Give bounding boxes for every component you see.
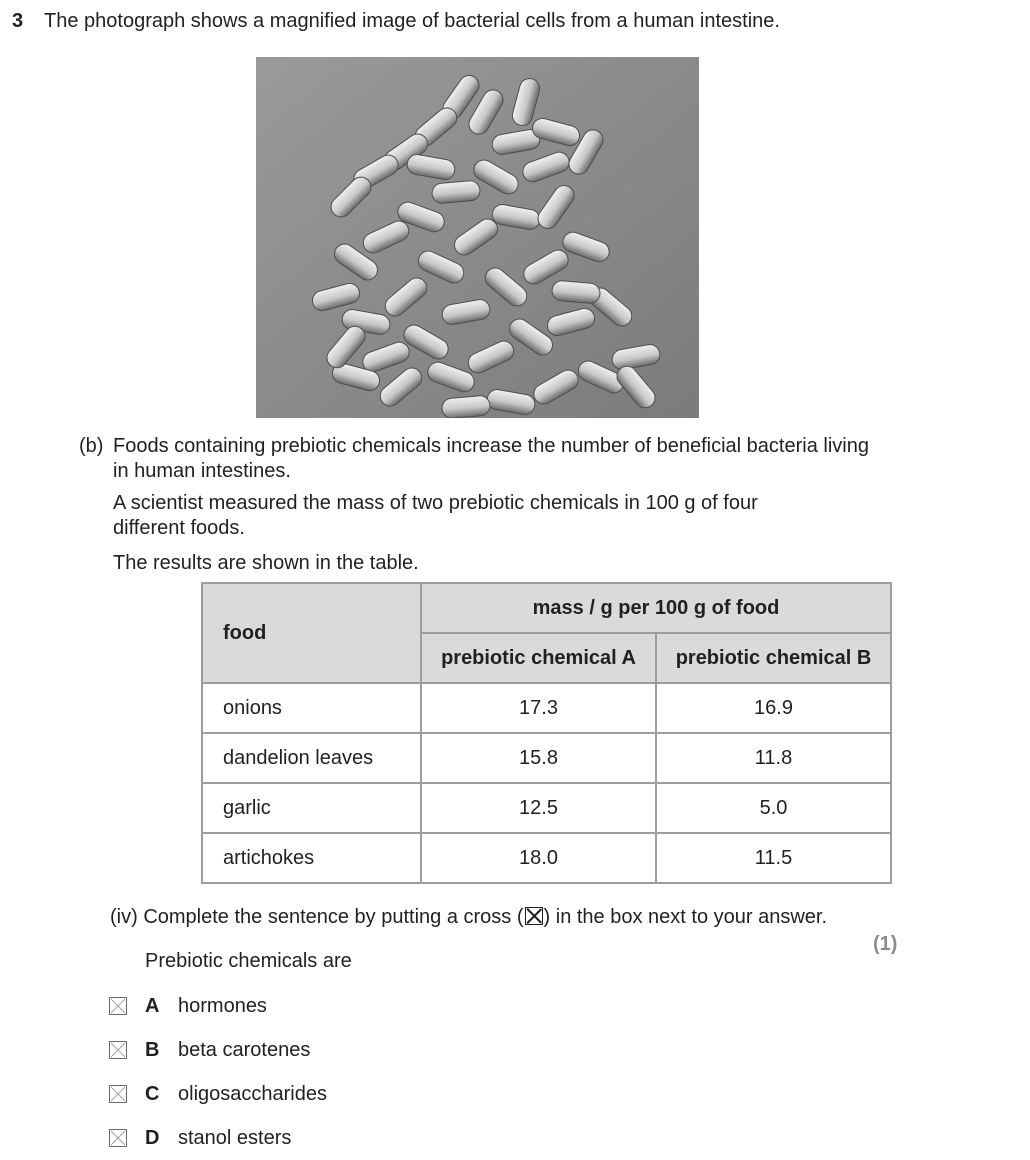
table-row (202, 683, 891, 733)
question-stem: Prebiotic chemicals are (145, 950, 352, 972)
chemical-b-cell: 11.5 (656, 833, 891, 883)
part-iv-instruction (110, 906, 827, 929)
part-b-method: A scientist measured the mass of two prebiotic chemicals in 100 g of four different foods. (113, 492, 758, 539)
chemical-a-cell: 17.3 (421, 683, 656, 733)
instruction-start: (iv) Complete the sentence by putting a cross ( (110, 906, 524, 928)
option-letter: A (145, 994, 160, 1017)
option-letter: B (145, 1038, 160, 1061)
chemical-b-cell: 5.0 (656, 783, 891, 833)
table-row (202, 733, 891, 783)
food-cell: garlic (202, 783, 421, 833)
option-a[interactable] (109, 994, 267, 1018)
table-row (202, 783, 891, 833)
answer-checkbox-b[interactable] (109, 1041, 127, 1059)
results-table (201, 582, 892, 884)
answer-checkbox-d[interactable] (109, 1129, 127, 1147)
cross-box-icon (525, 907, 543, 925)
option-text: beta carotenes (178, 1038, 311, 1061)
table-row (202, 833, 891, 883)
chemical-b-cell: 11.8 (656, 733, 891, 783)
option-letter: C (145, 1082, 160, 1105)
option-d[interactable] (109, 1126, 291, 1150)
part-b-results-intro: The results are shown in the table. (113, 552, 419, 574)
bacterium-cell (441, 395, 491, 418)
answer-checkbox-c[interactable] (109, 1085, 127, 1103)
question-number: 3 (12, 10, 24, 32)
bacteria-micrograph (256, 57, 699, 418)
food-cell: artichokes (202, 833, 421, 883)
header-food: food (202, 583, 421, 683)
chemical-a-cell: 15.8 (421, 733, 656, 783)
chemical-b-cell: 16.9 (656, 683, 891, 733)
bacterium-cell (431, 180, 481, 204)
instruction-end: ) in the box next to your answer. (543, 906, 828, 928)
option-text: hormones (178, 994, 267, 1017)
header-chemical-b: prebiotic chemical B (656, 633, 891, 683)
option-text: oligosaccharides (178, 1082, 327, 1105)
option-letter: D (145, 1126, 160, 1149)
answer-checkbox-a[interactable] (109, 997, 127, 1015)
marks-label: (1) (873, 933, 898, 955)
food-cell: onions (202, 683, 421, 733)
food-cell: dandelion leaves (202, 733, 421, 783)
option-text: stanol esters (178, 1126, 292, 1149)
chemical-a-cell: 12.5 (421, 783, 656, 833)
option-c[interactable] (109, 1082, 327, 1106)
header-mass: mass / g per 100 g of food (421, 583, 891, 633)
part-b-text: Foods containing prebiotic chemicals increase the number of beneficial bacteria living in human intestines. (113, 435, 869, 482)
chemical-a-cell: 18.0 (421, 833, 656, 883)
bacterium-cell (551, 280, 601, 304)
part-b-label: (b) (79, 435, 104, 457)
header-chemical-a: prebiotic chemical A (421, 633, 656, 683)
option-b[interactable] (109, 1038, 310, 1062)
question-intro: The photograph shows a magnified image of bacterial cells from a human intestine. (44, 10, 780, 32)
